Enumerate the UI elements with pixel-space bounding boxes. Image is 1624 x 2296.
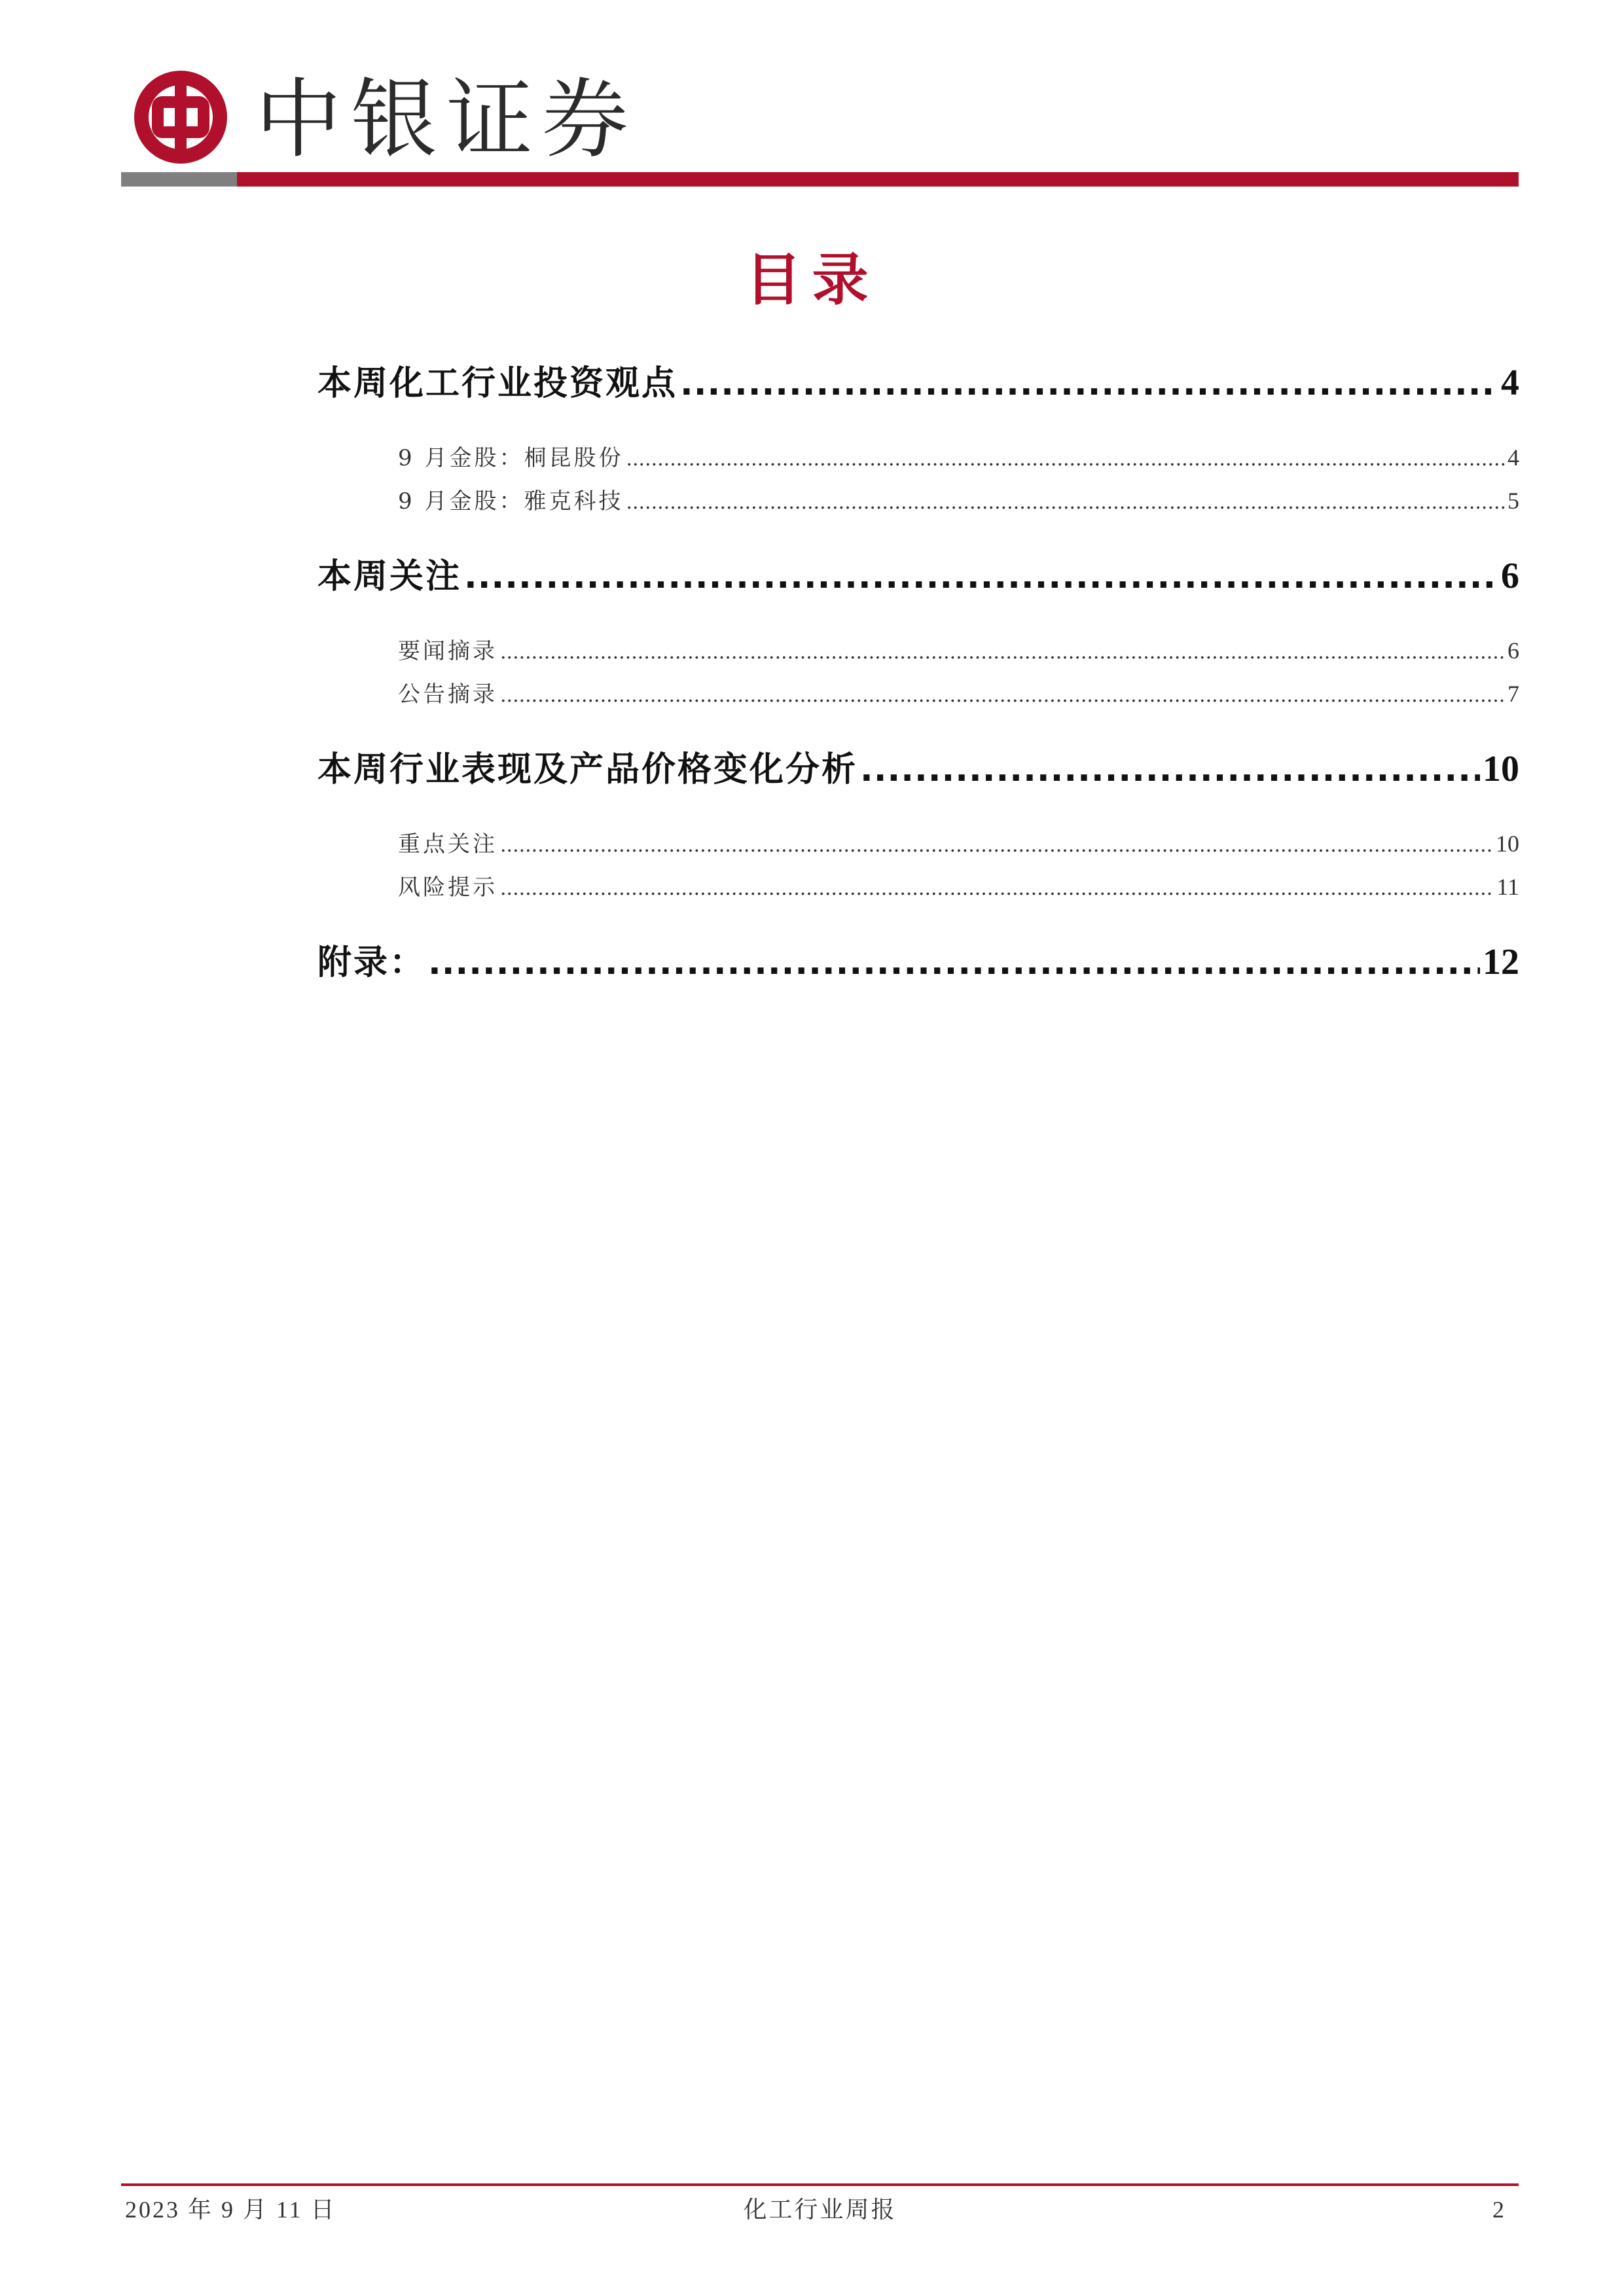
toc-entry[interactable] xyxy=(398,677,1519,712)
toc-entry-page: 7 xyxy=(1507,681,1519,707)
toc-dot-leader xyxy=(464,554,1498,600)
toc-entry-page: 4 xyxy=(1507,444,1519,471)
brand-name: 中银证券 xyxy=(255,69,638,170)
toc-entry-label: 本周行业表现及产品价格变化分析 xyxy=(317,750,858,789)
toc-dot-leader xyxy=(500,872,1494,905)
toc-entry-page: 10 xyxy=(1496,831,1519,857)
toc-entry-page: 6 xyxy=(1501,556,1519,596)
toc-entry-label: 本周化工行业投资观点 xyxy=(317,364,678,403)
footer-date: 2023 年 9 月 11 日 xyxy=(125,2197,336,2223)
toc-entry[interactable] xyxy=(398,441,1519,476)
toc-entry[interactable] xyxy=(398,827,1519,862)
toc-dot-leader xyxy=(680,361,1498,406)
toc-entry[interactable] xyxy=(398,484,1519,519)
toc-entry-label: 重点关注 xyxy=(398,831,497,857)
footer-page-number: 2 xyxy=(1492,2197,1504,2223)
toc-entry-label: 风险提示 xyxy=(398,874,497,901)
toc-dot-leader xyxy=(428,940,1480,986)
toc-dot-leader xyxy=(626,486,1505,519)
footer-rule xyxy=(121,2183,1519,2186)
toc-entry[interactable] xyxy=(317,939,1519,986)
toc-dot-leader xyxy=(626,443,1505,476)
toc-entry-page: 4 xyxy=(1501,363,1519,403)
toc-dot-leader xyxy=(500,636,1505,669)
toc-entry-page: 12 xyxy=(1483,942,1519,982)
toc-title: 目录 xyxy=(745,247,879,313)
toc-entry[interactable] xyxy=(398,634,1519,669)
header-rule-grey xyxy=(121,172,237,187)
page-header xyxy=(121,65,1519,190)
bank-of-china-logo-icon xyxy=(132,68,230,166)
toc-entry[interactable] xyxy=(317,360,1519,406)
toc-entry[interactable] xyxy=(317,746,1519,793)
toc-entry-label: 9 月金股：桐昆股份 xyxy=(398,445,624,471)
footer-report-name: 化工行业周报 xyxy=(743,2197,897,2223)
toc-entry-label: 要闻摘录 xyxy=(398,638,497,664)
toc-dot-leader xyxy=(500,829,1493,862)
toc-entry-label: 公告摘录 xyxy=(398,681,497,708)
toc-entry[interactable] xyxy=(317,553,1519,600)
page-footer xyxy=(121,2190,1519,2229)
header-rule xyxy=(121,172,1519,187)
toc-entry-page: 10 xyxy=(1483,749,1519,789)
toc-entry-page: 6 xyxy=(1507,637,1519,664)
toc-entry-page: 11 xyxy=(1496,874,1519,900)
toc-dot-leader xyxy=(860,747,1480,793)
toc-dot-leader xyxy=(500,679,1505,712)
toc-entry-label: 本周关注 xyxy=(317,557,462,596)
toc-entry[interactable] xyxy=(398,870,1519,905)
toc-entry-label: 9 月金股：雅克科技 xyxy=(398,488,624,514)
toc-entry-label: 附录： xyxy=(317,943,426,982)
toc-entry-page: 5 xyxy=(1507,488,1519,514)
header-rule-red xyxy=(237,172,1519,187)
